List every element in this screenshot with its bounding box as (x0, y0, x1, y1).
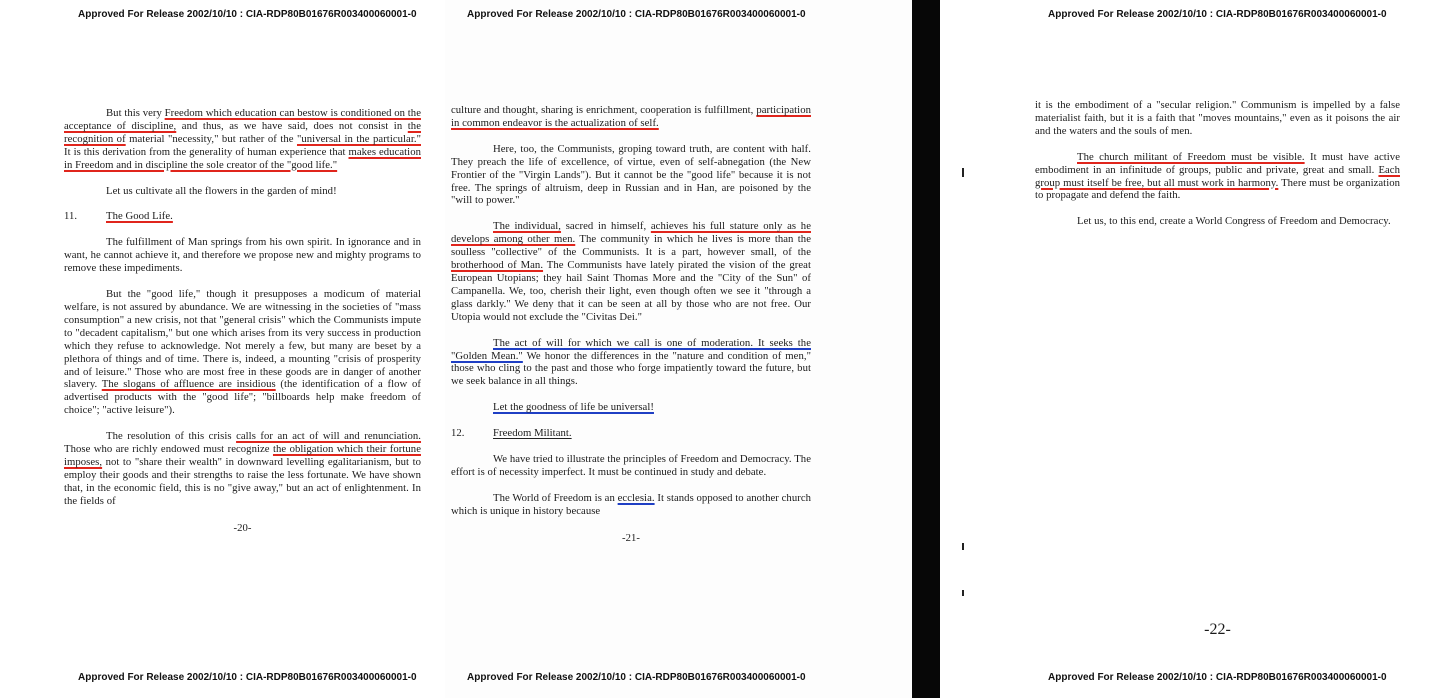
paragraph: Here, too, the Communists, groping toward truth, are content with half. They preach the life of excellence, of virtue, even of self-abnegation (the New Frontier of the "Virgin Lands"). But it cannot be the "good life" because it is not free. The springs of altruism, deep in Russian and in Han, are poisoned by the "will to power." (451, 142, 811, 207)
highlight-underline: Each group must itself be free, but all must work in harmony. (1035, 163, 1400, 189)
page-number: -22- (1204, 621, 1231, 638)
highlight-underline: participation in common endeavor is the actualization of self. (451, 104, 811, 129)
section-number: 11. (64, 210, 78, 223)
section-heading (64, 210, 421, 223)
paragraph: We have tried to illustrate the principles of Freedom and Democracy. The effort is of necessity imperfect. It must be continued in study and debate. (451, 453, 811, 478)
paragraph (451, 401, 811, 414)
highlight-underline: the recognition of (64, 119, 421, 145)
paragraph: But the "good life," though it presupposes a modicum of material welfare, is not assured by abundance. We are witnessing in the societies of "mass consumption" a new crisis, not that "general crisis" which the Communists impute to "decadent capitalism," but one which arises from its very success in production which they refuse to acknowledge. Not merely a few, but many are beset by a plethora of things and of time. There is, indeed, a mounting "crisis of prosperity and of leisure." Those who are most free in these goods are in danger of another slavery. The slogans of affluence are insidious (the identification of a flow of advertised products with the "good life"; "billboards help make freedom of choice"; "active leisure"). (64, 288, 421, 417)
highlight-underline: "universal in the particular." (296, 132, 421, 145)
highlight-underline: makes education in Freedom and in discipline the sole creator of the "good life." (64, 145, 421, 171)
document-page-22 (940, 0, 1456, 698)
highlight-underline: The church militant of Freedom must be visible. (1077, 150, 1305, 163)
page-number: -20- (233, 521, 252, 534)
paragraph: The fulfillment of Man springs from his own spirit. In ignorance and in want, he cannot achieve it, and therefore we propose new and mighty programs to remove these impediments. (64, 236, 421, 275)
page-body (1035, 99, 1400, 241)
release-stamp-header: Approved For Release 2002/10/10 : CIA-RDP80B01676R003400060001-0 (1048, 9, 1387, 20)
scan-edge-black-bar (912, 0, 940, 698)
scan-artifact-mark (962, 590, 964, 596)
paragraph: Let us cultivate all the flowers in the garden of mind! (106, 184, 337, 197)
highlight-underline-blue: Let the goodness of life be universal! (493, 401, 654, 414)
highlight-underline: The individual, (493, 220, 562, 233)
release-stamp-footer: Approved For Release 2002/10/10 : CIA-RDP80B01676R003400060001-0 (78, 672, 417, 683)
paragraph: The church militant of Freedom must be visible. It must have active embodiment in an infinitude of groups, public and private, great and small. Each group must itself be free, but all must work in harmony. There must be organization to propagate and defend the faith. (1035, 150, 1401, 202)
release-stamp-header: Approved For Release 2002/10/10 : CIA-RDP80B01676R003400060001-0 (78, 9, 417, 20)
section-title: The Good Life. (106, 210, 173, 223)
scan-artifact-mark (962, 168, 964, 177)
highlight-underline-blue: The act of will for which we call is one of moderation. It seeks the "Golden Mean." (451, 336, 811, 362)
paragraph: Let us, to this end, create a World Congress of Freedom and Democracy. (1077, 215, 1391, 228)
release-stamp-footer: Approved For Release 2002/10/10 : CIA-RDP80B01676R003400060001-0 (467, 672, 806, 683)
document-page-20 (0, 0, 445, 698)
highlight-underline: brotherhood of Man. (451, 259, 544, 272)
release-stamp-footer: Approved For Release 2002/10/10 : CIA-RDP80B01676R003400060001-0 (1048, 672, 1387, 683)
highlight-underline: achieves his full stature only as he develops among other men. (451, 220, 811, 246)
highlight-underline: calls for an act of will and renunciation. (236, 430, 422, 443)
highlight-underline-blue: ecclesia. (617, 491, 655, 504)
page-number: -21- (621, 531, 640, 544)
paragraph: The individual, sacred in himself, achieves his full stature only as he develops among other men. The community in which he lives is more than the soulless "collective" of the Communists. It is a part, however small, of the brotherhood of Man. The Communists have lately pirated the vision of the great European Utopians; they hail Saint Thomas More and the "City of the Sun" of Campanella. We, too, cherish their light, even though often we see it "through a glass darkly." We deny that it can be seen at all by those who are not free. Our Utopia would not exclude the "Civitas Dei." (451, 220, 811, 323)
paragraph: it is the embodiment of a "secular religion." Communism is impelled by a false materialist faith, but it is a faith that "moves mountains," even as it poisons the air and the waters and the souls of men. (1035, 99, 1400, 137)
paragraph: But this very Freedom which education can bestow is conditioned on the acceptance of discipline, and thus, as we have said, does not consist in the recognition of material "necessity," but rather of the "universal in the particular." It is this derivation from the generality of human experience that makes education in Freedom and in discipline the sole creator of the "good life." (64, 107, 421, 171)
paragraph: The resolution of this crisis calls for an act of will and renunciation. Those who are richly endowed must recognize the obligation which their fortune imposes, not to "share their wealth" in downward levelling egalitarianism, but to employ their goods and their strengths to raise the less fortunate. We have shown that, in the economic field, this is no "give away," but an act of enlightenment. In the fields of (64, 430, 422, 507)
page-body (64, 107, 421, 534)
section-title: Freedom Militant. (493, 427, 572, 440)
highlight-underline: Freedom which education can bestow is conditioned on the acceptance of discipline, (64, 107, 421, 132)
highlight-underline: the obligation which their fortune imposes, (64, 443, 421, 468)
page-body (451, 104, 811, 545)
document-page-21 (445, 0, 912, 698)
paragraph: The World of Freedom is an ecclesia. It stands opposed to another church which is unique in history because (451, 491, 812, 517)
scan-artifact-mark (962, 543, 964, 550)
section-heading (451, 427, 811, 440)
paragraph: culture and thought, sharing is enrichment, cooperation is fulfillment, participation in common endeavor is the actualization of self. (451, 104, 811, 129)
section-number: 12. (451, 427, 465, 440)
release-stamp-header: Approved For Release 2002/10/10 : CIA-RDP80B01676R003400060001-0 (467, 9, 806, 20)
paragraph: The act of will for which we call is one of moderation. It seeks the "Golden Mean." We honor the differences in the "nature and condition of men," those who cling to the past and those who forge impatiently toward the future, but we seek balance in all things. (451, 336, 811, 388)
highlight-underline: The slogans of affluence are insidious (101, 378, 276, 391)
